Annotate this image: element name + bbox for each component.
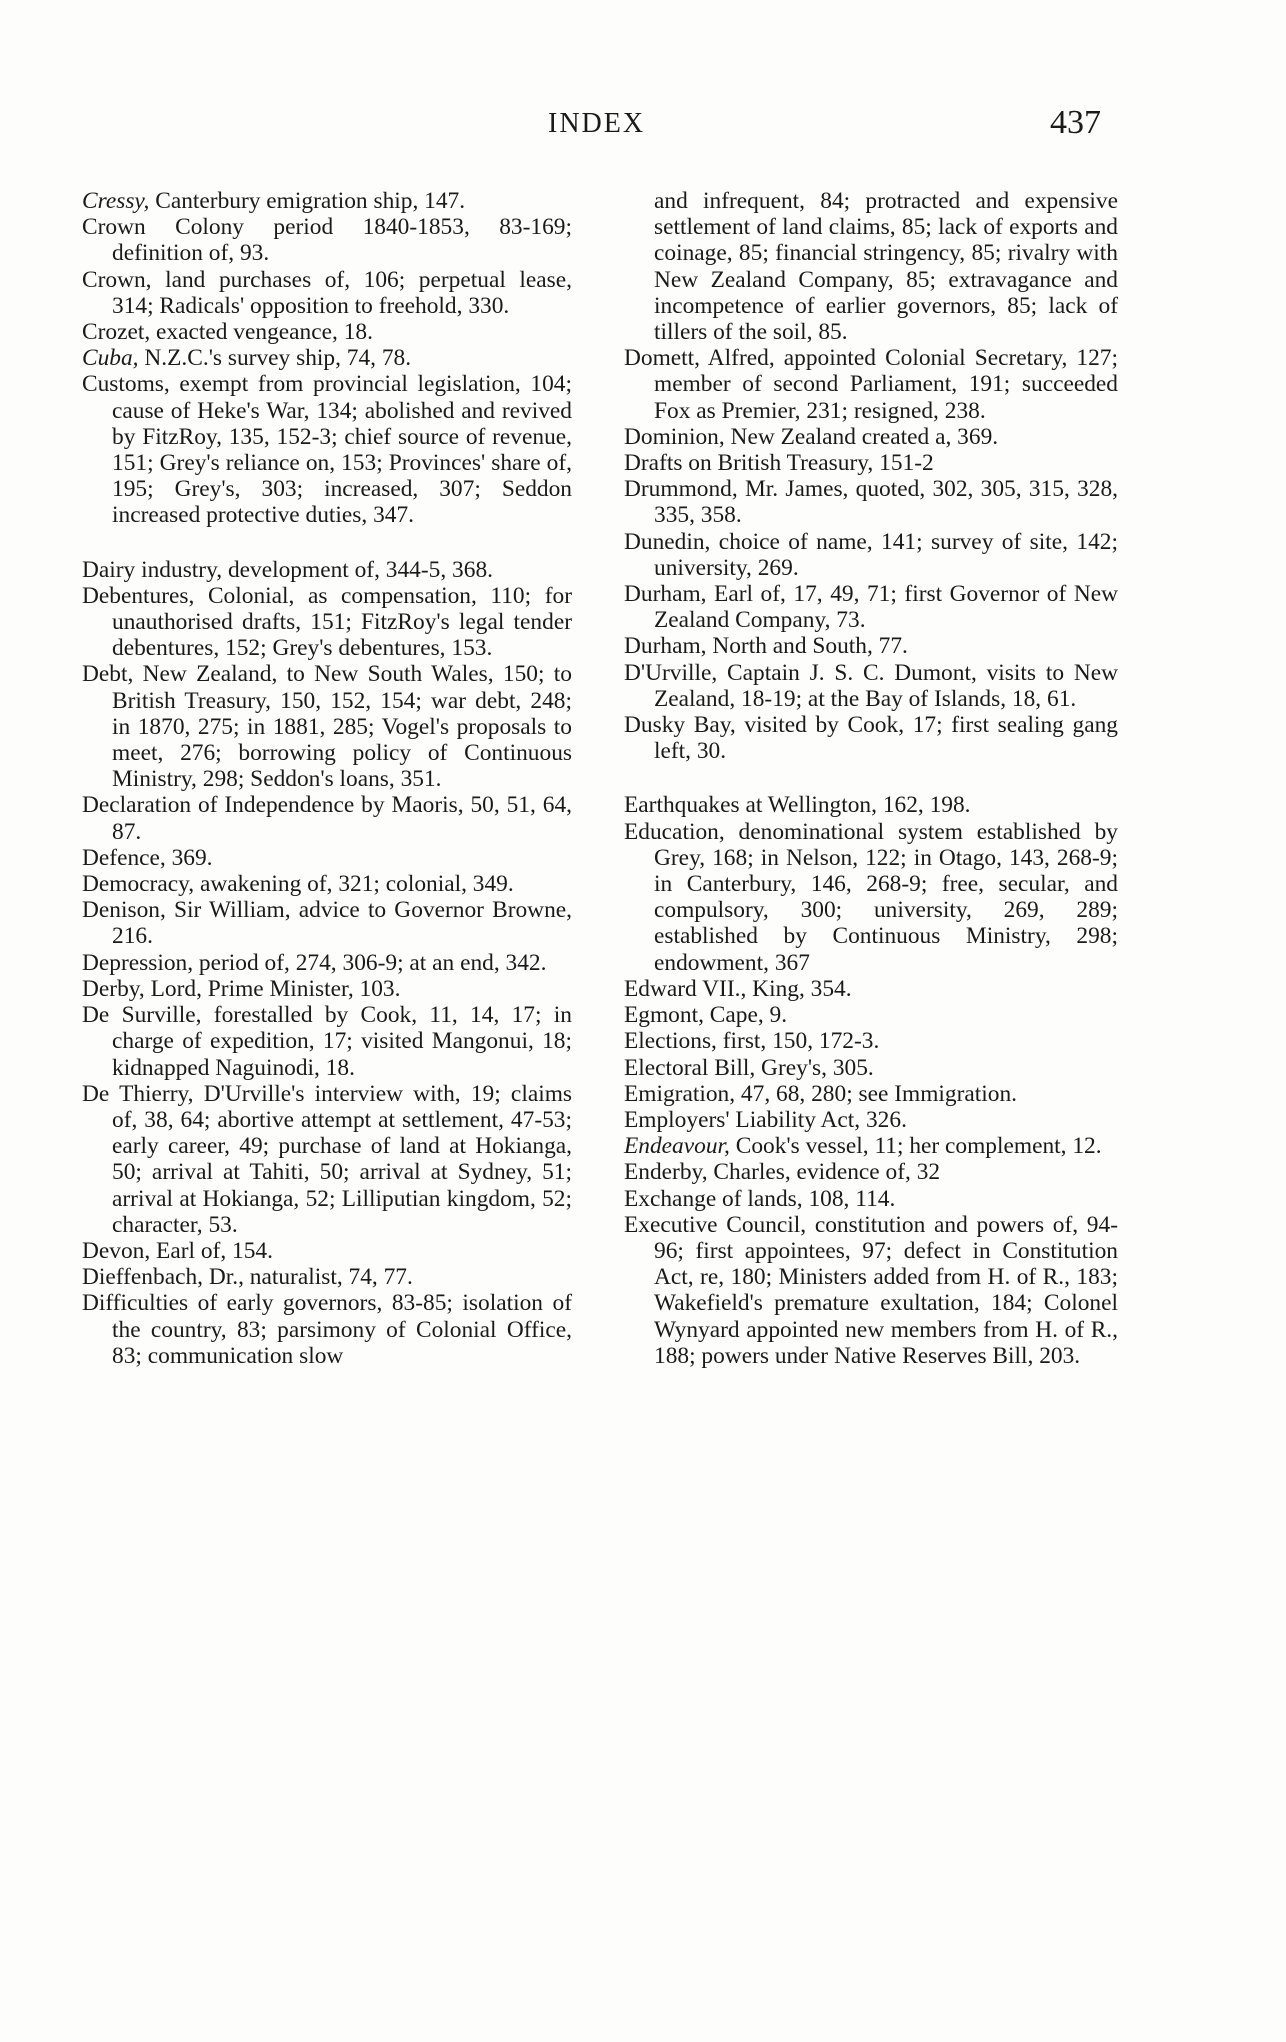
- index-entry-text: Devon, Earl of, 154.: [82, 1237, 273, 1264]
- index-entry: [82, 371, 572, 528]
- index-entry-text: Executive Council, constitution and powers of, 94-96; first appointees, 97; defect in Constitution Act, re, 180; Ministers added from H. of R., 183; Wakefield's premature exultation, 184; Colonel Wynyard appointed new members from H. of R., 188; powers under Native Reserves Bill, 203.: [624, 1211, 1118, 1369]
- index-entry-text: Electoral Bill, Grey's, 305.: [624, 1054, 874, 1081]
- index-entry-text: De Thierry, D'Urville's interview with, 19; claims of, 38, 64; abortive attempt at settlement, 47-53; early career, 49; purchase of land at Hokianga, 50; arrival at Tahiti, 50; arrival at Sydney, 51; arrival at Hokianga, 52; Lilliputian kingdom, 52; character, 53.: [82, 1080, 572, 1238]
- letter-group-gap: [82, 529, 572, 557]
- index-entry: [82, 897, 572, 949]
- index-entry-text: Exchange of lands, 108, 114.: [624, 1185, 896, 1212]
- index-entry: [624, 633, 1118, 659]
- page-header: [0, 104, 1286, 148]
- index-column-right: [624, 188, 1118, 1369]
- index-entry: [624, 1186, 1118, 1212]
- index-entry-text: Debt, New Zealand, to New South Wales, 150; to British Treasury, 150, 152, 154; war debt, 248; in 1870, 275; in 1881, 285; Vogel's proposals to meet, 276; borrowing policy of Continuous Ministry, 298; Seddon's loans, 351.: [82, 661, 572, 793]
- index-entry-text: Drummond, Mr. James, quoted, 302, 305, 315, 328, 335, 358.: [624, 476, 1118, 529]
- index-entry: [624, 1028, 1118, 1054]
- index-entry: [624, 792, 1118, 818]
- index-entry: [82, 1238, 572, 1264]
- index-entry-text: Democracy, awakening of, 321; colonial, 349.: [82, 871, 514, 898]
- index-entry-text: Dunedin, choice of name, 141; survey of site, 142; university, 269.: [624, 528, 1118, 581]
- index-entry-text: N.Z.C.'s survey ship, 74, 78.: [138, 345, 412, 372]
- index-entry: [82, 319, 572, 345]
- index-entry: [624, 976, 1118, 1002]
- index-entry-text: Durham, North and South, 77.: [624, 633, 908, 660]
- index-entry-text: Depression, period of, 274, 306-9; at an end, 342.: [82, 949, 547, 976]
- index-entry-text: Employers' Liability Act, 326.: [624, 1106, 907, 1133]
- index-entry: [82, 1264, 572, 1290]
- running-head: INDEX: [548, 108, 646, 139]
- index-entry: [82, 557, 572, 583]
- index-entry: [82, 267, 572, 319]
- index-entry: [624, 1081, 1118, 1107]
- index-entry-text: Denison, Sir William, advice to Governor Browne, 216.: [82, 897, 572, 950]
- index-entry: [82, 1081, 572, 1238]
- index-entry-text: Durham, Earl of, 17, 49, 71; first Governor of New Zealand Company, 73.: [624, 581, 1118, 634]
- index-entry-text: Derby, Lord, Prime Minister, 103.: [82, 975, 401, 1002]
- index-entry-text: Customs, exempt from provincial legislation, 104; cause of Heke's War, 134; abolished and revived by FitzRoy, 135, 152-3; chief source of revenue, 151; Grey's reliance on, 153; Provinces' share of, 195; Grey's, 303; increased, 307; Seddon increased protective duties, 347.: [82, 371, 572, 529]
- index-entry: [82, 792, 572, 844]
- index-entry-text: Defence, 369.: [82, 844, 213, 871]
- index-column-left: [82, 188, 572, 1369]
- index-entry-italic-title: Endeavour,: [624, 1133, 730, 1160]
- index-entry: [82, 583, 572, 662]
- index-entry-text: Drafts on British Treasury, 151-2: [624, 450, 934, 477]
- index-entry: [624, 712, 1118, 764]
- index-entry-text: Education, denominational system established by Grey, 168; in Nelson, 122; in Otago, 143, 268-9; in Canterbury, 146, 268-9; free, secular, and compulsory, 300; university, 269, 289; established by Continuous Ministry, 298; endowment, 367: [624, 818, 1118, 976]
- letter-group-gap: [624, 764, 1118, 792]
- index-entry: [82, 1290, 572, 1369]
- index-entry-text: Enderby, Charles, evidence of, 32: [624, 1159, 941, 1186]
- index-entry: [624, 1107, 1118, 1133]
- index-entry: [82, 871, 572, 897]
- index-entry-text: Canterbury emigration ship, 147.: [149, 188, 466, 214]
- index-entry-text: Crown Colony period 1840-1853, 83-169; definition of, 93.: [82, 214, 572, 267]
- index-entry: [82, 1002, 572, 1081]
- index-entry-text: Edward VII., King, 354.: [624, 975, 852, 1002]
- index-entry-text: Dusky Bay, visited by Cook, 17; first sealing gang left, 30.: [624, 712, 1118, 765]
- index-entry-italic-title: Cressy,: [82, 188, 150, 214]
- index-entry-text: Cook's vessel, 11; her complement, 12.: [729, 1133, 1102, 1160]
- index-entry-text: Declaration of Independence by Maoris, 50, 51, 64, 87.: [82, 792, 572, 845]
- index-entry: [624, 1159, 1118, 1185]
- index-entry: [624, 1002, 1118, 1028]
- index-entry-text: De Surville, forestalled by Cook, 11, 14, 17; in charge of expedition, 17; visited Mangonui, 18; kidnapped Naguinodi, 18.: [82, 1002, 572, 1081]
- index-entry: [624, 660, 1118, 712]
- index-entry-text: Dominion, New Zealand created a, 369.: [624, 423, 999, 450]
- index-entry-text: Egmont, Cape, 9.: [624, 1002, 788, 1029]
- index-entry: [624, 581, 1118, 633]
- index-entry: [624, 529, 1118, 581]
- index-entry: [82, 950, 572, 976]
- index-entry: [82, 976, 572, 1002]
- index-entry: [624, 476, 1118, 528]
- index-entry: [624, 1212, 1118, 1369]
- index-entry: [624, 345, 1118, 424]
- index-entry: [82, 345, 572, 371]
- index-entry: [624, 819, 1118, 976]
- index-entry: [624, 1055, 1118, 1081]
- index-entry-italic-title: Cuba,: [82, 345, 139, 372]
- index-entry-text: Elections, first, 150, 172-3.: [624, 1028, 880, 1055]
- index-entry-text: Earthquakes at Wellington, 162, 198.: [624, 792, 971, 819]
- index-entry-text: Dairy industry, development of, 344-5, 368.: [82, 556, 493, 583]
- index-entry-text: Emigration, 47, 68, 280; see Immigration.: [624, 1080, 1018, 1107]
- index-entry-text: Dieffenbach, Dr., naturalist, 74, 77.: [82, 1264, 413, 1291]
- index-entry: [82, 188, 572, 214]
- index-entry-text: and infrequent, 84; protracted and expensive settlement of land claims, 85; lack of exports and coinage, 85; financial stringency, 85; rivalry with New Zealand Company, 85; extravagance and incompetence of earlier governors, 85; lack of tillers of the soil, 85.: [654, 188, 1118, 346]
- index-entry: [624, 450, 1118, 476]
- index-entry: [82, 845, 572, 871]
- index-entry-text: D'Urville, Captain J. S. C. Dumont, visits to New Zealand, 18-19; at the Bay of Islands, 18, 61.: [624, 659, 1118, 712]
- index-entry: [624, 188, 1118, 345]
- index-entry-text: Difficulties of early governors, 83-85; isolation of the country, 83; parsimony of Colonial Office, 83; communication slow: [82, 1290, 572, 1369]
- index-entry: [82, 214, 572, 266]
- index-entry: [82, 661, 572, 792]
- index-entry-text: Crown, land purchases of, 106; perpetual lease, 314; Radicals' opposition to freehold, 330.: [82, 266, 572, 319]
- index-entry: [624, 424, 1118, 450]
- page-number: 437: [1050, 104, 1101, 141]
- index-entry-text: Crozet, exacted vengeance, 18.: [82, 319, 373, 346]
- index-entry-text: Domett, Alfred, appointed Colonial Secretary, 127; member of second Parliament, 191; succeeded Fox as Premier, 231; resigned, 238.: [624, 345, 1118, 424]
- index-entry-text: Debentures, Colonial, as compensation, 110; for unauthorised drafts, 151; FitzRoy's legal tender debentures, 152; Grey's debentures, 153.: [82, 582, 572, 662]
- index-entry: [624, 1133, 1118, 1159]
